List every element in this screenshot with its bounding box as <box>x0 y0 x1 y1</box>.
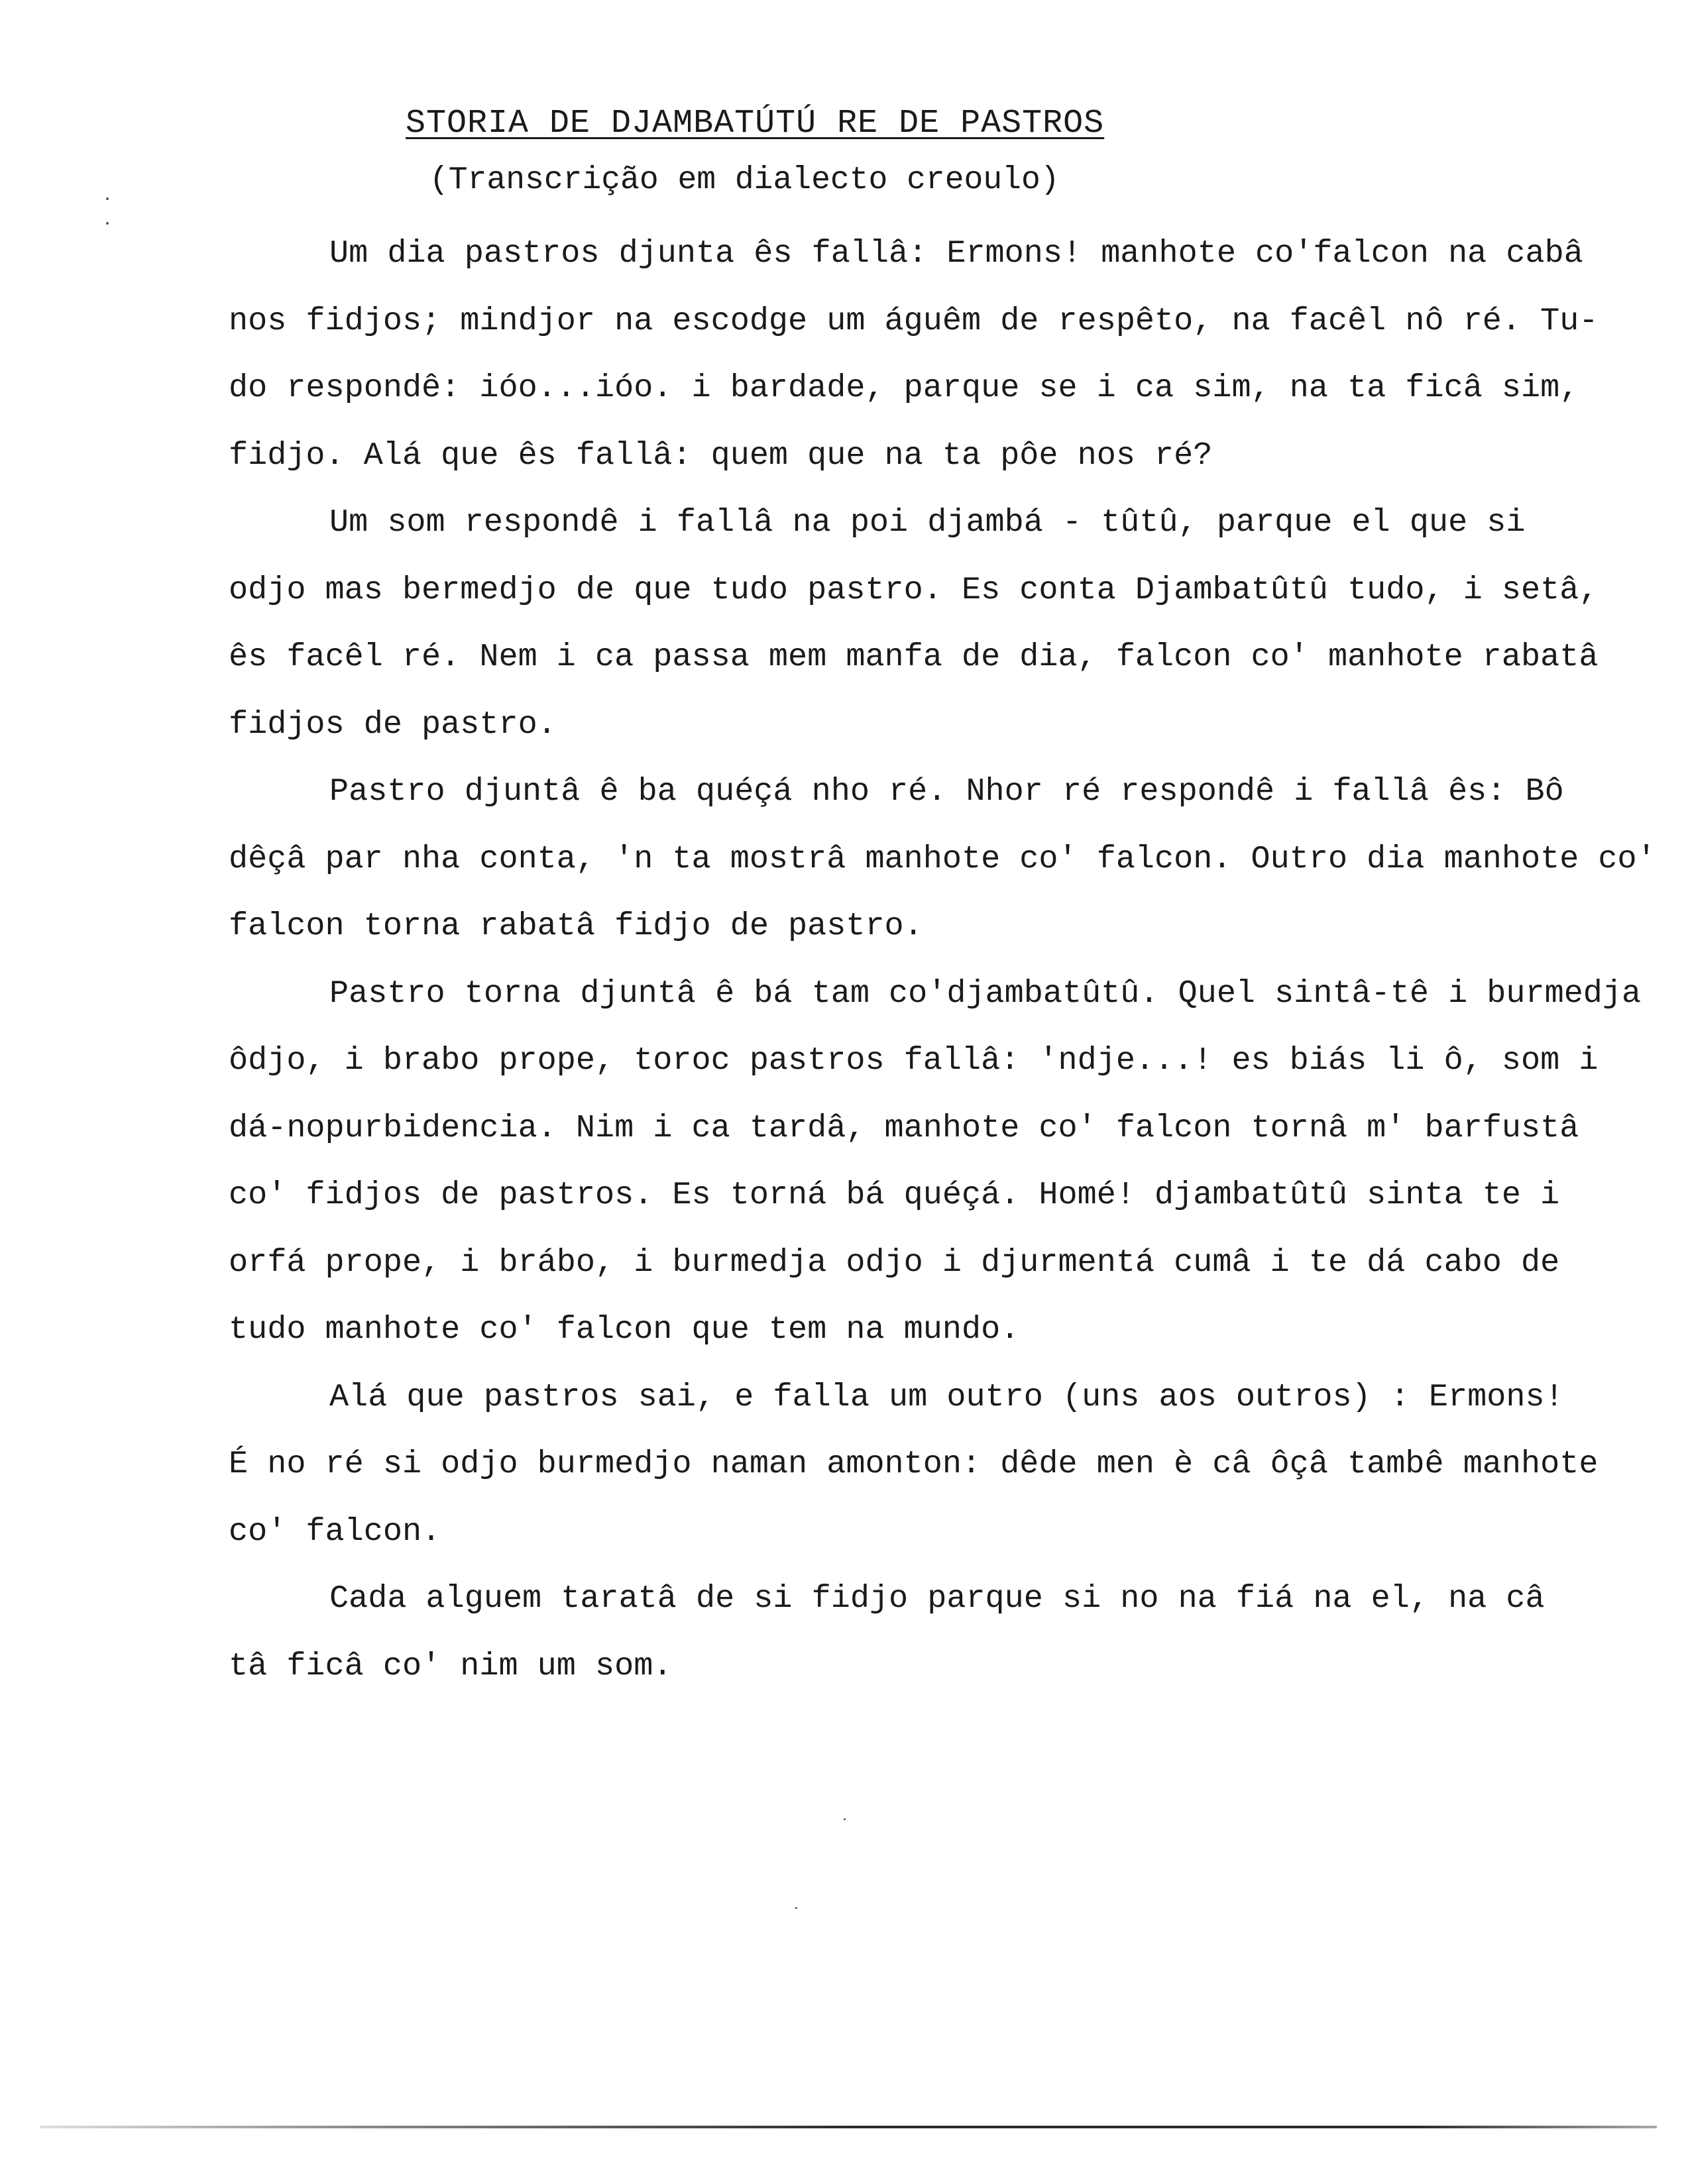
text-line: Pastro djuntâ ê ba quéçá nho ré. Nhor ré respondê i fallâ ês: Bô <box>329 773 1564 810</box>
text-line: fidjo. Alá que ês fallâ: quem que na ta pôe nos ré? <box>229 437 1213 474</box>
text-line: fidjos de pastro. <box>229 706 557 743</box>
text-line: Um dia pastros djunta ês fallâ: Ermons! manhote co'falcon na cabâ <box>329 235 1583 272</box>
text-line: tudo manhote co' falcon que tem na mundo. <box>229 1311 1020 1348</box>
text-line: É no ré si odjo burmedjo naman amonton: dêde men è câ ôçâ tambê manhote <box>229 1446 1599 1482</box>
text-line: odjo mas bermedjo de que tudo pastro. Es conta Djambatûtû tudo, i setâ, <box>229 571 1599 608</box>
scan-speck <box>795 1907 797 1909</box>
text-line: Um som respondê i fallâ na poi djambá - tûtû, parque el que si <box>329 504 1526 541</box>
scan-speck <box>106 222 109 225</box>
text-line: Cada alguem taratâ de si fidjo parque si no na fiá na el, na câ <box>329 1580 1545 1617</box>
text-line: tâ ficâ co' nim um som. <box>229 1647 673 1684</box>
text-line: dêçâ par nha conta, 'n ta mostrâ manhote co' falcon. Outro dia manhote co' <box>229 840 1656 877</box>
text-line: nos fidjos; mindjor na escodge um águêm de respêto, na facêl nô ré. Tu- <box>229 302 1599 339</box>
text-line: orfá prope, i brábo, i burmedja odjo i djurmentá cumâ i te dá cabo de <box>229 1244 1560 1281</box>
text-line: Alá que pastros sai, e falla um outro (uns aos outros) : Ermons! <box>329 1378 1564 1415</box>
story-body <box>229 220 1656 1700</box>
text-line: ês facêl ré. Nem i ca passa mem manfa de dia, falcon co' manhote rabatâ <box>229 639 1599 675</box>
document-subtitle: (Transcrição em dialecto creoulo) <box>429 162 1060 198</box>
document-title: STORIA DE DJAMBATÚTÚ RE DE PASTROS <box>406 105 1105 142</box>
scan-speck <box>106 197 109 200</box>
text-line: co' fidjos de pastros. Es torná bá quéçá. Homé! djambatûtû sinta te i <box>229 1177 1560 1213</box>
text-line: Pastro torna djuntâ ê bá tam co'djambatûtû. Quel sintâ-tê i burmedja <box>329 975 1642 1012</box>
scan-speck <box>844 1818 846 1820</box>
page-bottom-rule <box>40 2126 1657 2128</box>
text-line: do respondê: ióo...ióo. i bardade, parque se i ca sim, na ta ficâ sim, <box>229 370 1579 406</box>
text-line: ôdjo, i brabo prope, toroc pastros fallâ: 'ndje...! es biás li ô, som i <box>229 1042 1599 1079</box>
text-line: co' falcon. <box>229 1513 441 1550</box>
text-line: falcon torna rabatâ fidjo de pastro. <box>229 908 923 944</box>
text-line: dá-nopurbidencia. Nim i ca tardâ, manhote co' falcon tornâ m' barfustâ <box>229 1109 1579 1146</box>
